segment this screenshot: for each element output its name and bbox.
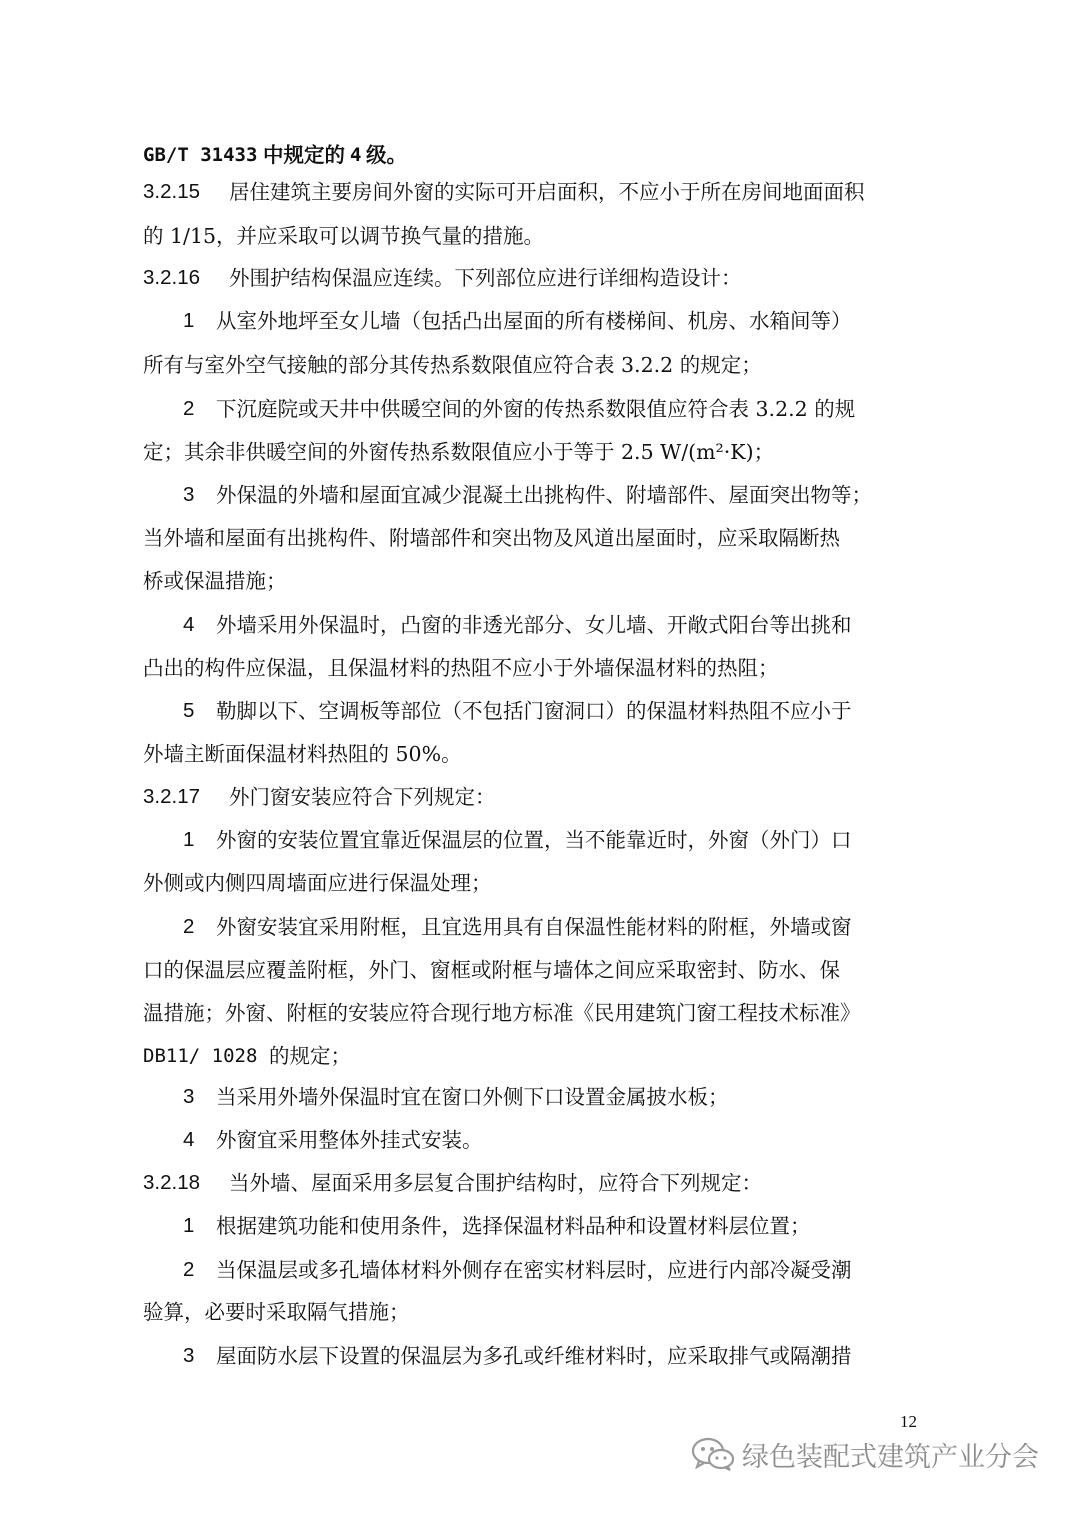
text-line [0,301,1080,341]
text-line [0,1336,1080,1376]
text-run: 外侧或内侧四周墙面应进行保温处理； [143,871,492,895]
text-line [0,820,1080,860]
text-run: 当外墙和屋面有出挑构件、附墙部件和突出物及风道出屋面时，应采取隔断热 [143,526,840,550]
text-line [0,1120,1080,1160]
text-line [0,561,1080,601]
text-run: 从室外地坪至女儿墙（包括凸出屋面的所有楼梯间、机房、水箱间等） [216,309,852,333]
text-run: 4 [183,613,195,636]
text-run: 当外墙、屋面采用多层复合围护结构时，应符合下列规定： [229,1171,762,1195]
text-line [0,907,1080,947]
text-run: 3 [183,483,195,506]
text-run: 口的保温层应覆盖附框，外门、窗框或附框与墙体之间应采取密封、防水、保 [143,958,840,982]
text-run: 3 [183,1085,195,1108]
text-line [0,605,1080,645]
text-line [0,950,1080,990]
text-run: 当采用外墙外保温时宜在窗口外侧下口设置金属披水板； [216,1085,729,1109]
text-line [0,1163,1080,1203]
text-line [0,863,1080,903]
text-line [0,172,1080,212]
text-run: 3 [183,1344,195,1367]
text-run: 定；其余非供暖空间的外窗传热系数限值应小于等于 2.5 W/(m²·K)； [143,440,775,464]
text-run: 外围护结构保温应连续。下列部位应进行详细构造设计： [229,266,742,290]
text-run: DB11/ 1028 [143,1045,258,1067]
text-run: 居住建筑主要房间外窗的实际可开启面积，不应小于所在房间地面面积 [229,180,865,204]
text-run: 外窗宜采用整体外挂式安装。 [216,1128,483,1152]
text-line [0,1077,1080,1117]
text-run: 1 [183,828,195,851]
text-line [0,1206,1080,1246]
text-run: 的规定； [269,1044,351,1068]
text-line [0,389,1080,429]
text-line [0,258,1080,298]
text-run: 3.2.15 [143,180,200,203]
text-line [0,135,1080,175]
watermark-text: 绿色装配式建筑产业分会 [742,1441,1039,1473]
text-line [0,216,1080,256]
text-run: 的 1/15，并应采取可以调节换气量的措施。 [143,224,545,248]
text-run: GB/T 31433 [143,144,258,166]
text-line [0,475,1080,515]
text-run: 3.2.16 [143,266,200,289]
text-run: 外门窗安装应符合下列规定： [229,785,496,809]
text-line [0,1250,1080,1290]
text-run: 外墙主断面保温材料热阻的 50%。 [143,742,462,766]
text-run: 外墙采用外保温时，凸窗的非透光部分、女儿墙、开敞式阳台等出挑和 [216,613,852,637]
text-line [0,1292,1080,1332]
text-line [0,993,1080,1033]
text-run: 所有与室外空气接触的部分其传热系数限值应符合表 3.2.2 的规定； [143,353,762,377]
text-run: 3.2.17 [143,785,200,808]
text-run: 凸出的构件应保温，且保温材料的热阻不应小于外墙保温材料的热阻； [143,656,779,680]
text-line [0,777,1080,817]
text-run: 温措施；外窗、附框的安装应符合现行地方标准《民用建筑门窗工程技术标准》 [143,1001,861,1025]
text-run: 2 [183,915,195,938]
text-run: 根据建筑功能和使用条件，选择保温材料品种和设置材料层位置； [216,1214,811,1238]
text-line [0,734,1080,774]
page-number: 12 [900,1412,917,1431]
text-run: 2 [183,1258,195,1281]
text-line [0,518,1080,558]
text-run: 外保温的外墙和屋面宜减少混凝土出挑构件、附墙部件、屋面突出物等； [216,483,872,507]
text-line [0,345,1080,385]
text-run: 外窗安装宜采用附框，且宜选用具有自保温性能材料的附框，外墙或窗 [216,915,852,939]
text-run: 5 [183,699,195,722]
text-run: 屋面防水层下设置的保温层为多孔或纤维材料时，应采取排气或隔潮措 [216,1344,852,1368]
text-run: 3.2.18 [143,1171,200,1194]
text-run: 4 [183,1128,195,1151]
wechat-icon [690,1436,736,1472]
text-run: 勒脚以下、空调板等部位（不包括门窗洞口）的保温材料热阻不应小于 [216,699,852,723]
text-line [0,1036,1080,1076]
text-line [0,691,1080,731]
watermark [690,1434,1039,1474]
text-run: 外窗的安装位置宜靠近保温层的位置，当不能靠近时，外窗（外门）口 [216,828,852,852]
text-run: 中规定的 [263,143,345,167]
text-run: 验算，必要时采取隔气措施； [143,1300,410,1324]
text-run: 1 [183,309,195,332]
text-run: 1 [183,1214,195,1237]
text-run: 2 [183,397,195,420]
text-run: 桥或保温措施； [143,569,287,593]
text-line [0,432,1080,472]
text-run: 当保温层或多孔墙体材料外侧存在密实材料层时，应进行内部冷凝受潮 [216,1258,852,1282]
text-run: 4 [350,144,362,166]
text-run: 下沉庭院或天井中供暖空间的外窗的传热系数限值应符合表 3.2.2 的规 [216,397,856,421]
text-run: 级。 [366,143,407,167]
text-line [0,648,1080,688]
